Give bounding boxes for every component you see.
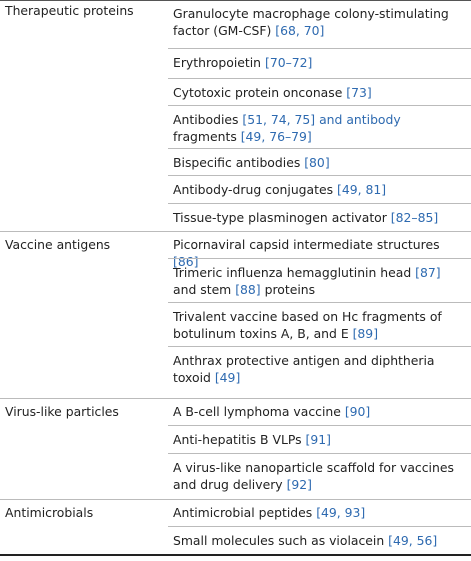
category-label: Vaccine antigens (5, 237, 111, 252)
citation-link[interactable]: [91] (305, 432, 331, 447)
row-divider (168, 258, 471, 259)
citation-link[interactable]: [82–85] (390, 210, 439, 225)
citation-link[interactable]: [89] (352, 326, 379, 341)
list-item: Antimicrobial peptides [49, 93] (173, 505, 366, 520)
citation-link[interactable]: [68, 70] (275, 23, 325, 38)
citation-link[interactable]: [88] (235, 282, 261, 297)
citation-link[interactable]: [92] (286, 477, 312, 492)
row-divider (168, 302, 471, 303)
citation-link[interactable]: [49, 76–79] (240, 129, 312, 144)
citation-link[interactable]: [86] (173, 254, 199, 269)
list-item: A virus-like nanoparticle scaffold for vaccines and drug delivery [92] (173, 460, 454, 492)
citation-link[interactable]: [90] (344, 404, 371, 419)
list-item: Antibody-drug conjugates [49, 81] (173, 182, 387, 197)
table-row (0, 231, 471, 252)
list-item: Anti-hepatitis B VLPs [91] (173, 432, 331, 447)
table-bottom-rule (0, 554, 471, 556)
list-item: Picornaviral capsid intermediate structures [86] (173, 237, 440, 269)
category-label: Virus-like particles (5, 404, 119, 419)
list-item: Granulocyte macrophage colony-stimulating factor (GM-CSF) [68, 70] (173, 6, 449, 38)
row-divider (168, 203, 471, 204)
row-divider (168, 526, 471, 527)
list-item: A B-cell lymphoma vaccine [90] (173, 404, 371, 419)
row-divider (168, 453, 471, 454)
category-label: Therapeutic proteins (5, 3, 134, 18)
citation-link[interactable]: [73] (346, 85, 372, 100)
citation-link[interactable]: [51, 74, 75] and antibody (242, 112, 401, 127)
list-item: Trivalent vaccine based on Hc fragments of botulinum toxins A, B, and E [89] (173, 309, 442, 341)
table-top-rule (0, 0, 471, 1)
row-divider (168, 78, 471, 79)
list-item: Erythropoietin [70–72] (173, 55, 313, 70)
citation-link[interactable]: [70–72] (264, 55, 313, 70)
list-item: Small molecules such as violacein [49, 56] (173, 533, 438, 548)
row-divider (168, 175, 471, 176)
citation-link[interactable]: [80] (304, 155, 330, 170)
list-item: Bispecific antibodies [80] (173, 155, 330, 170)
row-divider (168, 48, 471, 49)
row-divider (168, 346, 471, 347)
category-label: Antimicrobials (5, 505, 94, 520)
citation-link[interactable]: [87] (415, 265, 441, 280)
list-item: Cytotoxic protein onconase [73] (173, 85, 372, 100)
row-divider (168, 425, 471, 426)
citation-link[interactable]: [49] (214, 370, 241, 385)
citation-link[interactable]: [49, 56] (388, 533, 438, 548)
list-item: Antibodies [51, 74, 75] and antibody fragments [49, 76–79] (173, 112, 401, 144)
list-item: Tissue-type plasminogen activator [82–85] (173, 210, 439, 225)
row-divider (168, 105, 471, 106)
citation-link[interactable]: [49, 93] (316, 505, 366, 520)
citation-link[interactable]: [49, 81] (337, 182, 387, 197)
list-item: Trimeric influenza hemagglutinin head [87] and stem [88] proteins (173, 265, 441, 297)
list-item: Anthrax protective antigen and diphtheria toxoid [49] (173, 353, 435, 385)
row-divider (168, 148, 471, 149)
